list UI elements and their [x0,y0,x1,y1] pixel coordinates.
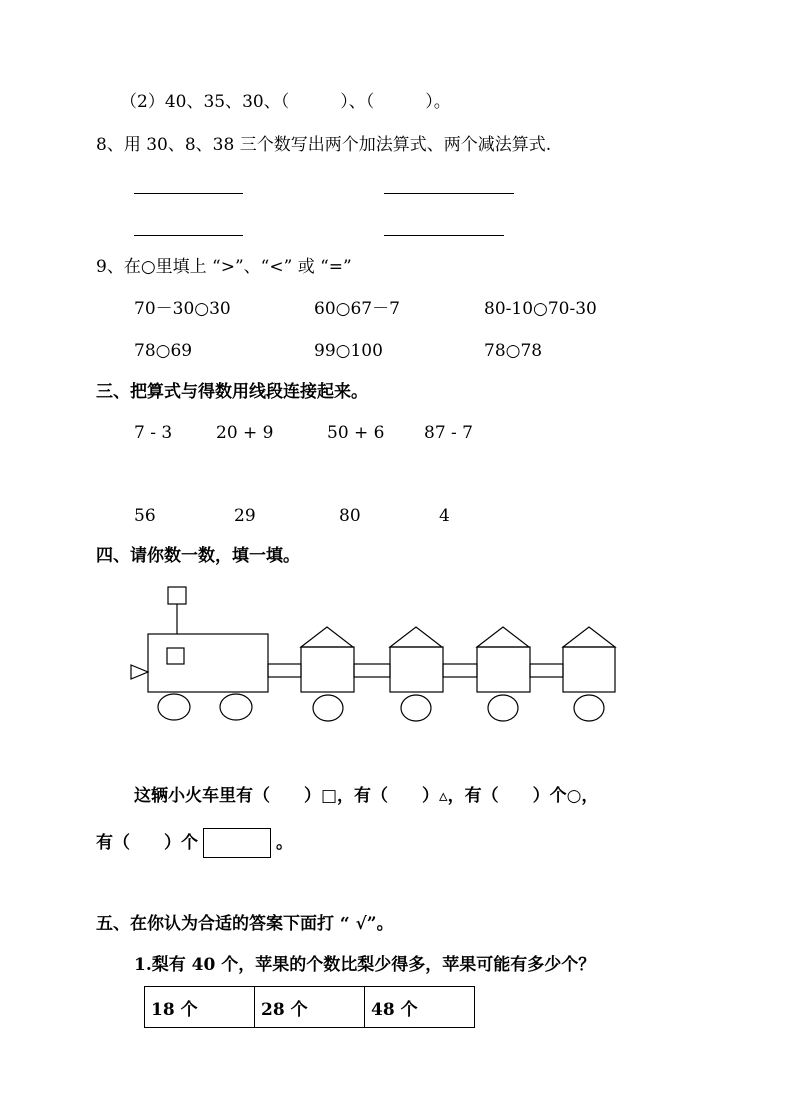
option-cell[interactable]: 48 个 [365,987,475,1028]
compare-item: 60○67－7 [314,299,400,319]
wheel-circle [220,694,252,720]
car-body [301,647,354,692]
compare-item: 78○69 [134,341,193,361]
front-triangle [131,665,148,679]
answer-options-table [144,986,475,1028]
question-8: 8、用 30、8、38 三个数写出两个加法算式、两个减法算式. [96,135,552,155]
expression: 50 + 6 [327,423,385,443]
answer-box [203,828,271,858]
section-5-title: 五、在你认为合适的答案下面打 “ √”。 [96,914,394,934]
question-9: 9、在○里填上 “>”、“<” 或 “=” [96,257,352,277]
expression: 20 + 9 [216,423,274,443]
answer-line [384,235,504,236]
car-body [390,647,443,692]
question-5-1: 1.梨有 40 个，苹果的个数比梨少得多，苹果可能有多少个？ [134,955,596,975]
fill-in-line-2-end: 。 [276,833,293,853]
compare-item: 80-10○70-30 [484,299,597,319]
locomotive-body [148,634,268,692]
fill-in-line-1: 这辆小火车里有（ ）□，有（ ）▵，有（ ）个○， [134,786,599,806]
expression: 7 - 3 [134,423,173,443]
result: 80 [339,506,361,526]
wheel-circle [158,694,190,720]
section-3-title: 三、把算式与得数用线段连接起来。 [96,382,368,402]
compare-item: 99○100 [314,341,383,361]
expression: 87 - 7 [424,423,473,443]
train-figure [125,580,625,726]
question-7-2: （2）40、35、30、（ ）、（ ）。 [120,92,451,112]
result: 29 [234,506,256,526]
car-roof-triangle [390,627,442,647]
answer-line [134,235,243,236]
wheel-circle [488,695,518,721]
fill-in-line-2: 有（ ）个 [96,833,198,853]
option-cell[interactable]: 18 个 [145,987,255,1028]
wheel-circle [574,695,604,721]
option-cell[interactable]: 28 个 [255,987,365,1028]
car-roof-triangle [477,627,529,647]
compare-item: 78○78 [484,341,543,361]
car-body [477,647,530,692]
wheel-circle [313,695,343,721]
car-body [563,647,615,692]
section-4-title: 四、请你数一数，填一填。 [96,546,300,566]
table-row [145,987,475,1028]
car-roof-triangle [301,627,353,647]
answer-line [384,193,514,194]
answer-line [134,193,243,194]
compare-item: 70－30○30 [134,299,231,319]
result: 56 [134,506,156,526]
window-square [167,648,184,664]
wheel-circle [401,695,431,721]
result: 4 [439,506,450,526]
car-roof-triangle [563,627,615,647]
chimney-square [168,587,186,604]
